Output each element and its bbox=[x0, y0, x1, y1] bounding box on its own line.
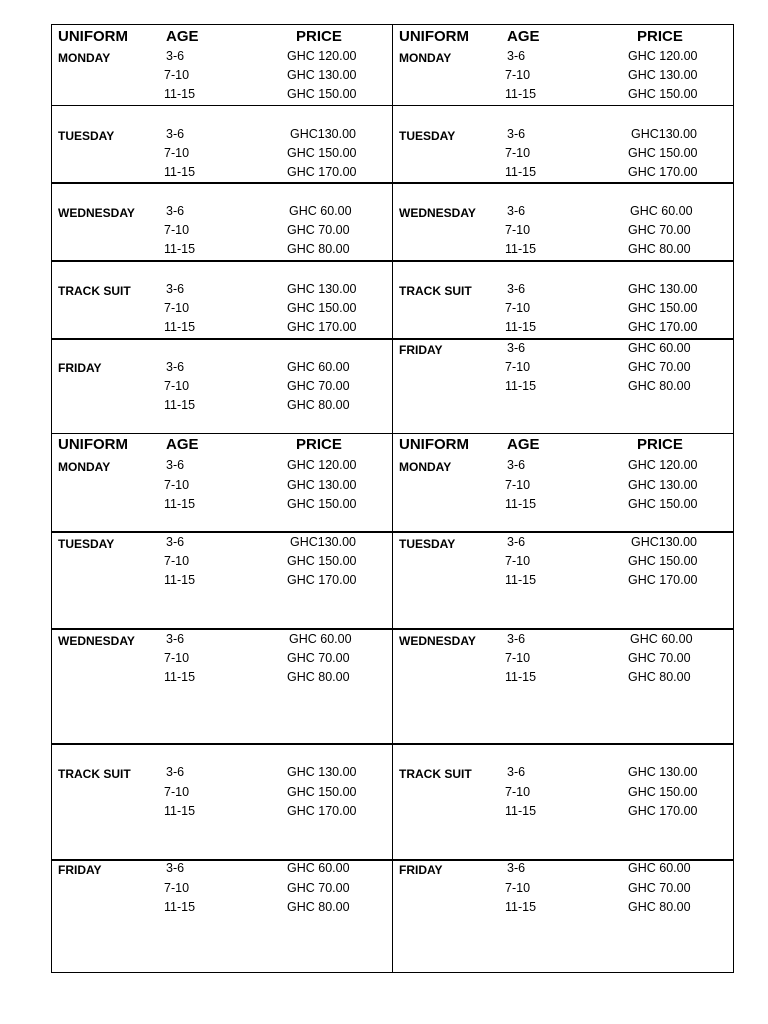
age-range: 11-15 bbox=[164, 804, 196, 818]
age-range: 3-6 bbox=[507, 861, 526, 875]
age-range: 3-6 bbox=[166, 49, 185, 63]
age-range: 7-10 bbox=[164, 478, 190, 492]
price-value: GHC 70.00 bbox=[628, 651, 691, 665]
age-range: 3-6 bbox=[166, 204, 185, 218]
price-value: GHC 70.00 bbox=[287, 223, 350, 237]
price-value: GHC 170.00 bbox=[287, 573, 357, 587]
price-value: GHC 130.00 bbox=[628, 478, 698, 492]
price-value: GHC 70.00 bbox=[628, 360, 691, 374]
age-range: 3-6 bbox=[507, 49, 526, 63]
price-value: GHC 150.00 bbox=[628, 87, 698, 101]
age-range: 7-10 bbox=[505, 881, 531, 895]
price-value: GHC 80.00 bbox=[628, 900, 691, 914]
price-value: GHC 60.00 bbox=[630, 632, 693, 646]
price-value: GHC 130.00 bbox=[287, 68, 357, 82]
price-value: GHC 60.00 bbox=[628, 341, 691, 355]
price-value: GHC 170.00 bbox=[628, 804, 698, 818]
age-range: 11-15 bbox=[164, 320, 196, 334]
price-value: GHC 120.00 bbox=[628, 49, 698, 63]
uniform-day-label: TRACK SUIT bbox=[58, 767, 131, 781]
price-value: GHC 60.00 bbox=[287, 861, 350, 875]
price-value: GHC 170.00 bbox=[628, 573, 698, 587]
uniform-day-label: WEDNESDAY bbox=[399, 206, 476, 220]
age-range: 3-6 bbox=[507, 458, 526, 472]
price-value: GHC130.00 bbox=[290, 535, 357, 549]
uniform-day-label: FRIDAY bbox=[399, 863, 443, 877]
price-value: GHC 80.00 bbox=[287, 242, 350, 256]
row-separator bbox=[51, 743, 734, 745]
price-value: GHC 170.00 bbox=[628, 320, 698, 334]
price-value: GHC 150.00 bbox=[628, 301, 698, 315]
age-range: 3-6 bbox=[166, 765, 185, 779]
age-range: 11-15 bbox=[505, 320, 537, 334]
age-range: 7-10 bbox=[164, 223, 190, 237]
price-value: GHC130.00 bbox=[631, 127, 698, 141]
age-range: 11-15 bbox=[505, 573, 537, 587]
header-uniform: UNIFORM bbox=[399, 436, 469, 453]
age-range: 7-10 bbox=[505, 651, 531, 665]
price-value: GHC 150.00 bbox=[287, 497, 357, 511]
age-range: 11-15 bbox=[505, 804, 537, 818]
age-range: 11-15 bbox=[164, 398, 196, 412]
age-range: 7-10 bbox=[505, 360, 531, 374]
price-value: GHC 170.00 bbox=[287, 320, 357, 334]
uniform-day-label: TUESDAY bbox=[399, 129, 456, 143]
price-value: GHC130.00 bbox=[631, 535, 698, 549]
age-range: 3-6 bbox=[507, 127, 526, 141]
age-range: 7-10 bbox=[164, 146, 190, 160]
price-value: GHC 70.00 bbox=[628, 223, 691, 237]
header-uniform: UNIFORM bbox=[58, 28, 128, 45]
uniform-day-label: TUESDAY bbox=[399, 537, 456, 551]
header-uniform: UNIFORM bbox=[58, 436, 128, 453]
age-range: 11-15 bbox=[505, 165, 537, 179]
price-value: GHC 120.00 bbox=[628, 458, 698, 472]
row-separator bbox=[51, 182, 734, 184]
age-range: 11-15 bbox=[505, 379, 537, 393]
age-range: 11-15 bbox=[505, 87, 537, 101]
header-age: AGE bbox=[507, 436, 540, 453]
price-value: GHC130.00 bbox=[290, 127, 357, 141]
age-range: 11-15 bbox=[164, 497, 196, 511]
price-value: GHC 130.00 bbox=[628, 765, 698, 779]
price-value: GHC 130.00 bbox=[287, 765, 357, 779]
age-range: 7-10 bbox=[505, 554, 531, 568]
age-range: 7-10 bbox=[505, 478, 531, 492]
age-range: 7-10 bbox=[164, 785, 190, 799]
uniform-day-label: FRIDAY bbox=[58, 361, 102, 375]
row-separator bbox=[51, 105, 734, 106]
uniform-day-label: MONDAY bbox=[58, 51, 111, 65]
uniform-day-label: WEDNESDAY bbox=[58, 206, 135, 220]
price-value: GHC 60.00 bbox=[630, 204, 693, 218]
age-range: 3-6 bbox=[166, 632, 185, 646]
age-range: 3-6 bbox=[507, 282, 526, 296]
header-age: AGE bbox=[166, 28, 199, 45]
header-price: PRICE bbox=[637, 28, 683, 45]
age-range: 7-10 bbox=[505, 223, 531, 237]
age-range: 3-6 bbox=[166, 127, 185, 141]
uniform-day-label: FRIDAY bbox=[58, 863, 102, 877]
age-range: 7-10 bbox=[505, 785, 531, 799]
age-range: 7-10 bbox=[505, 68, 531, 82]
header-uniform: UNIFORM bbox=[399, 28, 469, 45]
age-range: 11-15 bbox=[164, 165, 196, 179]
price-value: GHC 70.00 bbox=[287, 651, 350, 665]
price-value: GHC 170.00 bbox=[287, 804, 357, 818]
age-range: 3-6 bbox=[507, 535, 526, 549]
header-price: PRICE bbox=[296, 28, 342, 45]
center-divider bbox=[392, 24, 393, 973]
price-value: GHC 80.00 bbox=[628, 670, 691, 684]
price-value: GHC 80.00 bbox=[287, 398, 350, 412]
age-range: 3-6 bbox=[166, 282, 185, 296]
price-value: GHC 170.00 bbox=[287, 165, 357, 179]
age-range: 7-10 bbox=[164, 651, 190, 665]
age-range: 7-10 bbox=[164, 881, 190, 895]
price-value: GHC 130.00 bbox=[628, 282, 698, 296]
uniform-day-label: TUESDAY bbox=[58, 129, 115, 143]
price-value: GHC 80.00 bbox=[628, 379, 691, 393]
uniform-day-label: WEDNESDAY bbox=[399, 634, 476, 648]
age-range: 11-15 bbox=[164, 573, 196, 587]
age-range: 3-6 bbox=[507, 765, 526, 779]
age-range: 3-6 bbox=[166, 861, 185, 875]
price-value: GHC 150.00 bbox=[628, 146, 698, 160]
uniform-day-label: TUESDAY bbox=[58, 537, 115, 551]
price-value: GHC 80.00 bbox=[287, 900, 350, 914]
uniform-day-label: TRACK SUIT bbox=[58, 284, 131, 298]
price-value: GHC 60.00 bbox=[289, 632, 352, 646]
uniform-day-label: WEDNESDAY bbox=[58, 634, 135, 648]
header-price: PRICE bbox=[637, 436, 683, 453]
price-value: GHC 120.00 bbox=[287, 458, 357, 472]
price-value: GHC 150.00 bbox=[287, 301, 357, 315]
age-range: 3-6 bbox=[507, 632, 526, 646]
uniform-day-label: TRACK SUIT bbox=[399, 767, 472, 781]
uniform-day-label: MONDAY bbox=[58, 460, 111, 474]
age-range: 3-6 bbox=[166, 360, 185, 374]
age-range: 3-6 bbox=[507, 204, 526, 218]
price-value: GHC 150.00 bbox=[287, 87, 357, 101]
price-value: GHC 120.00 bbox=[287, 49, 357, 63]
age-range: 7-10 bbox=[505, 301, 531, 315]
price-value: GHC 130.00 bbox=[287, 478, 357, 492]
age-range: 3-6 bbox=[166, 535, 185, 549]
header-price: PRICE bbox=[296, 436, 342, 453]
header-age: AGE bbox=[166, 436, 199, 453]
age-range: 7-10 bbox=[164, 554, 190, 568]
price-value: GHC 70.00 bbox=[628, 881, 691, 895]
row-separator bbox=[51, 433, 734, 434]
age-range: 7-10 bbox=[164, 301, 190, 315]
price-value: GHC 80.00 bbox=[628, 242, 691, 256]
age-range: 11-15 bbox=[505, 900, 537, 914]
age-range: 11-15 bbox=[505, 242, 537, 256]
age-range: 11-15 bbox=[164, 242, 196, 256]
price-value: GHC 150.00 bbox=[287, 785, 357, 799]
price-value: GHC 80.00 bbox=[287, 670, 350, 684]
price-value: GHC 150.00 bbox=[287, 146, 357, 160]
price-value: GHC 170.00 bbox=[628, 165, 698, 179]
price-value: GHC 130.00 bbox=[287, 282, 357, 296]
price-value: GHC 70.00 bbox=[287, 881, 350, 895]
age-range: 7-10 bbox=[505, 146, 531, 160]
age-range: 7-10 bbox=[164, 379, 190, 393]
uniform-day-label: MONDAY bbox=[399, 51, 452, 65]
price-value: GHC 60.00 bbox=[628, 861, 691, 875]
age-range: 11-15 bbox=[164, 670, 196, 684]
age-range: 3-6 bbox=[507, 341, 526, 355]
price-value: GHC 150.00 bbox=[287, 554, 357, 568]
age-range: 11-15 bbox=[505, 497, 537, 511]
uniform-day-label: TRACK SUIT bbox=[399, 284, 472, 298]
age-range: 7-10 bbox=[164, 68, 190, 82]
price-value: GHC 60.00 bbox=[287, 360, 350, 374]
row-separator bbox=[51, 260, 734, 262]
price-value: GHC 70.00 bbox=[287, 379, 350, 393]
price-value: GHC 60.00 bbox=[289, 204, 352, 218]
price-value: GHC 150.00 bbox=[628, 785, 698, 799]
uniform-day-label: FRIDAY bbox=[399, 343, 443, 357]
header-age: AGE bbox=[507, 28, 540, 45]
price-value: GHC 150.00 bbox=[628, 497, 698, 511]
age-range: 3-6 bbox=[166, 458, 185, 472]
age-range: 11-15 bbox=[164, 87, 196, 101]
uniform-day-label: MONDAY bbox=[399, 460, 452, 474]
age-range: 11-15 bbox=[164, 900, 196, 914]
price-value: GHC 130.00 bbox=[628, 68, 698, 82]
price-value: GHC 150.00 bbox=[628, 554, 698, 568]
age-range: 11-15 bbox=[505, 670, 537, 684]
